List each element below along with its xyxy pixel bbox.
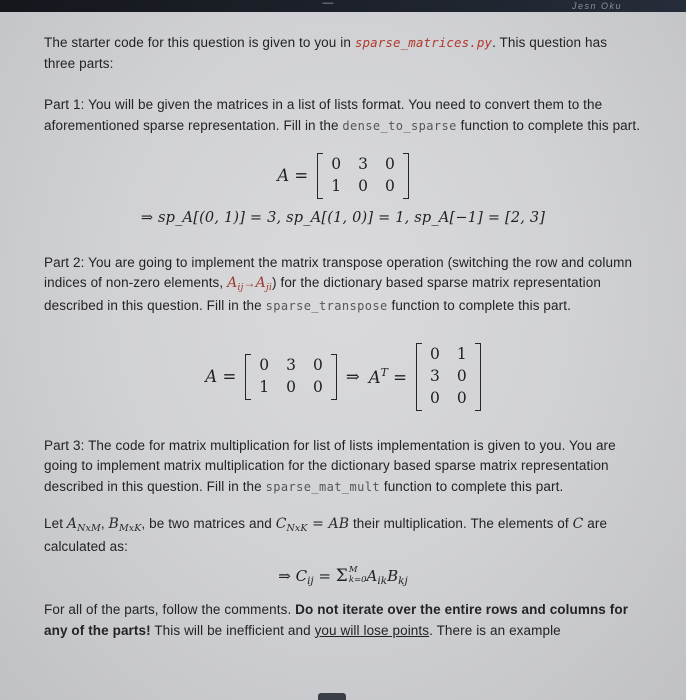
closing-paragraph [44,600,642,641]
matrix-bracket-right-icon [403,153,409,199]
matrix-a2-grid [251,354,331,400]
closing-text-pre: For all of the parts, follow the comments. [44,602,296,618]
matrix-a [317,153,409,199]
bottom-screen-artifact [318,693,346,700]
part2-text-post: function to complete this part. [387,297,571,313]
lose-points-warning: you will lose points [314,622,430,638]
sigma-icon: Σ [335,566,348,587]
part2-paragraph [44,253,642,316]
equals-sign: = [393,368,407,388]
matrix-cell: 0 [286,377,297,396]
matrix-a2 [245,354,337,400]
b-subscript: kj [398,575,408,588]
matrix-cell: 3 [358,155,368,174]
matrix-b-dim-var: B [108,516,119,533]
sparse-transpose-code: sparse_transpose [265,298,388,313]
matrix-a2-label: A = [205,367,237,387]
c-var: C [572,516,584,533]
part1-text-post: function to complete this part. [456,117,641,133]
cij-formula [44,566,642,587]
matrix-cell: 1 [331,176,342,195]
matrix-cell: 0 [358,176,368,195]
matrix-cell: 0 [429,388,440,407]
sparse-mapping-line: ⇒ sp_A[(0, 1)] = 3, sp_A[(1, 0)] = 1, sp_A[−1] = [2, 3] [140,209,546,226]
let-paragraph [44,514,642,557]
filename-code: sparse_matrices.py [354,35,493,50]
c-var: C [295,567,308,586]
implies-arrow-icon: ⇒ [278,567,296,586]
matrix-cell: 0 [331,155,342,174]
closing-text-mid: This will be inefficient and [150,622,315,638]
sparse-mat-mult-code: sparse_mat_mult [265,479,380,494]
a-transpose-label [369,366,407,387]
matrix-at-grid [422,343,475,410]
let-text-pre: Let [44,516,67,532]
matrix-cell: 0 [313,377,323,396]
matrix-bracket-right-icon [475,343,481,410]
intro-paragraph [44,33,642,74]
matrix-cell: 1 [456,345,467,364]
matrix-b-dim-sub: MxK [118,523,142,535]
titlebar [0,0,686,12]
summation-operator [336,566,367,586]
sigma-upper-limit: M [348,565,358,576]
matrix-a-dim-var: A [66,516,78,533]
matrix-a-display [44,153,642,199]
matrix-cell: 0 [456,366,467,385]
intro-text-post: . This question has three parts: [44,35,608,71]
part1-paragraph [44,95,642,136]
a-subscript: ik [377,575,388,588]
matrix-cell: 0 [384,155,395,174]
a-ij-var: A [227,275,238,292]
let-text-end: are calculated as: [44,516,608,554]
titlebar-text: Jesn Oku [571,1,622,11]
document-body [0,12,686,641]
let-text-post: their multiplication. The elements of [349,516,573,532]
matrix-c-dim-var: C [275,516,287,533]
closing-text-end: . There is an example [429,622,561,638]
implies-arrow-icon: ⇒ [345,367,360,387]
matrix-cell: 0 [384,176,395,195]
arrow-right-icon: → [243,276,256,291]
sigma-lower-limit: k=0 [348,575,367,586]
a-ji-subscript: ji [265,282,273,294]
matrix-cell: 3 [429,366,440,385]
part3-text-pre: Part 3: The code for matrix multiplication for list of lists implementation is given to you. You are going to implement matrix multiplication for the dictionary based sparse matrix representation described in this question. Fill in the [44,437,616,494]
part1-text-pre: Part 1: You will be given the matrices in a list of lists format. You need to convert them to the aforementioned sparse representation. Fill in the [44,97,603,133]
c-subscript: ij [307,575,314,588]
matrix-c-dim-sub: NxK [286,523,308,535]
matrix-cell: 1 [259,377,270,396]
part3-text-post: function to complete this part. [380,478,564,494]
intro-text-pre: The starter code for this question is given to you in [44,35,355,50]
part3-paragraph [44,436,642,498]
let-text-mid: , be two matrices and [141,516,276,532]
dense-to-sparse-code: dense_to_sparse [342,118,457,133]
a-transpose-var: A [368,368,381,388]
a-ji-var: A [255,275,266,292]
minimize-dash-icon[interactable]: — [322,0,334,9]
sigma-limits [349,566,367,586]
matrix-cell: 0 [259,356,270,375]
a-var: A [366,567,378,586]
b-var: B [387,567,399,586]
matrix-a-grid [323,153,403,199]
matrix-a-transpose [416,343,481,410]
matrix-cell: 3 [286,356,297,375]
matrix-a-label: A = [277,166,309,186]
a-ij-subscript: ij [237,282,244,294]
matrix-cell: 0 [429,345,440,364]
cij-formula-content [278,566,408,587]
do-not-iterate-warning: Do not iterate over the entire rows and columns for any of the parts! [44,602,629,638]
matrix-a-dim-sub: NxM [77,523,101,535]
comma: , [100,516,109,532]
transpose-display [44,343,642,410]
part2-text-pre: Part 2: You are going to implement the matrix transpose operation (switching the row and column indices of non-zero elements, [44,254,633,291]
c-equals-ab: = AB [307,516,350,533]
matrix-cell: 0 [456,388,467,407]
part2-text-mid: ) for the dictionary based sparse matrix representation described in this question. Fill in the [44,275,601,313]
equals-sign: = [313,567,336,586]
matrix-bracket-right-icon [331,354,337,400]
transpose-superscript: T [380,366,389,380]
matrix-cell: 0 [313,356,323,375]
